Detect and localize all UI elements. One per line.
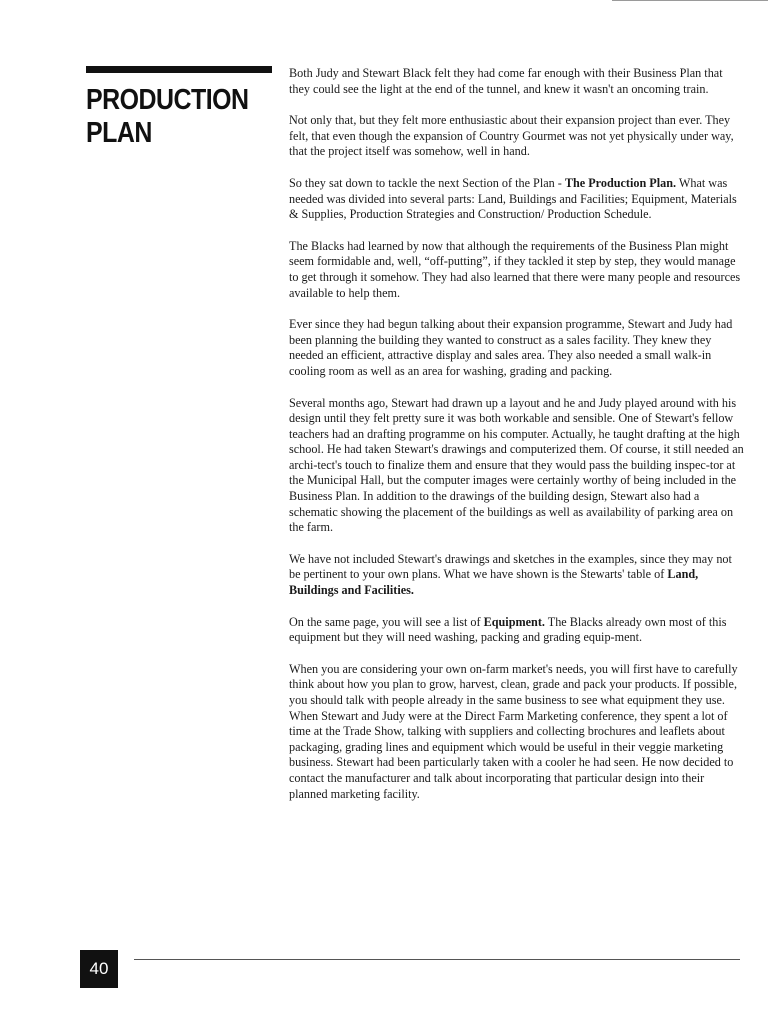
heading-bar xyxy=(86,66,272,73)
paragraph-4: The Blacks had learned by now that although the requirements of the Business Plan might seem formidable and, well, “off-putting”, if they tackled it step by step, they would manage to get through it somehow. They had also learned that there were many people and resources available to help them. xyxy=(289,238,741,300)
paragraph-2: Not only that, but they felt more enthusiastic about their expansion project than ever. They felt, that even though the expansion of Country Gourmet was not yet physically under way, that the project itself was somehow, well in hand. xyxy=(289,113,734,159)
paragraph-7-lead: We have not included Stewart's drawings and sketches in the examples, since they may not be pertinent to your own plans. What we have shown is the Stewarts' table of xyxy=(289,551,732,582)
body-text xyxy=(289,66,745,818)
paragraph-1: Both Judy and Stewart Black felt they had come far enough with their Business Plan that they could see the light at the end of the tunnel, and knew it wasn't an oncoming train. xyxy=(289,66,723,96)
paragraph-8 xyxy=(289,615,745,646)
paragraph-8-rest: The Blacks already own most of this equipment but they will need washing, packing and grading equip-ment. xyxy=(289,614,727,645)
paragraph-3-rest: What was needed was divided into several parts: Land, Buildings and Facilities; Equipment, Materials & Supplies, Production Strategies and Construction/ Production Schedule. xyxy=(289,175,737,222)
paragraph-3-lead: So they sat down to tackle the next Section of the Plan - xyxy=(289,175,565,190)
bottom-rule xyxy=(134,959,740,960)
paragraph-6: Several months ago, Stewart had drawn up a layout and he and Judy played around with his design until they felt pretty sure it was both workable and sensible. One of Stewart's fellow teachers had an drafting programme on his computer. Actually, he taught drafting at the high school. He had taken Stewart's drawings and computerized them. Of course, it still needed an archi-tect's touch to finalize them and ensure that they would pass the building inspec-tor at the Municipal Hall, but the computer images were certainly worthy of being included in the Business Plan. In addition to the drawings of the building design, Stewart also had a schematic showing the placement of the buildings as well as availability of parking area on the farm. xyxy=(289,395,744,535)
paragraph-8-lead: On the same page, you will see a list of xyxy=(289,614,484,629)
paragraph-9: When you are considering your own on-farm market's needs, you will first have to carefully think about how you plan to grow, harvest, clean, grade and pack your products. If possible, you should talk with people already in the same business to see what equipment they use. When Stewart and Judy were at the Direct Farm Marketing conference, they spent a lot of time at the Trade Show, talking with suppliers and collecting brochures and leaflets about packaging, grading lines and equipment which would be useful in their veggie marketing business. Stewart had been particularly taken with a cooler he had seen. He now decided to contact the manufacturer and talk about incorporating that particular design into their planned marketing facility. xyxy=(289,661,738,801)
land-buildings-emphasis: Land, Buildings and Facilities. xyxy=(289,567,699,598)
paragraph-7 xyxy=(289,552,745,599)
section-title xyxy=(86,84,249,150)
equipment-emphasis: Equipment. xyxy=(483,614,545,629)
paragraph-5: Ever since they had begun talking about their expansion programme, Stewart and Judy had been planning the building they wanted to construct as a sales facility. They knew they needed an efficient, attractive display and sales area. They also needed a small walk-in cooling room as well as an area for washing, grading and packing. xyxy=(289,317,733,378)
page-number: 40 xyxy=(80,950,118,988)
section-title-line-1: PRODUCTION xyxy=(86,84,249,116)
production-plan-emphasis: The Production Plan. xyxy=(564,175,677,190)
top-rule xyxy=(612,0,768,1)
section-title-line-2: PLAN xyxy=(86,117,152,149)
paragraph-3 xyxy=(289,176,745,223)
